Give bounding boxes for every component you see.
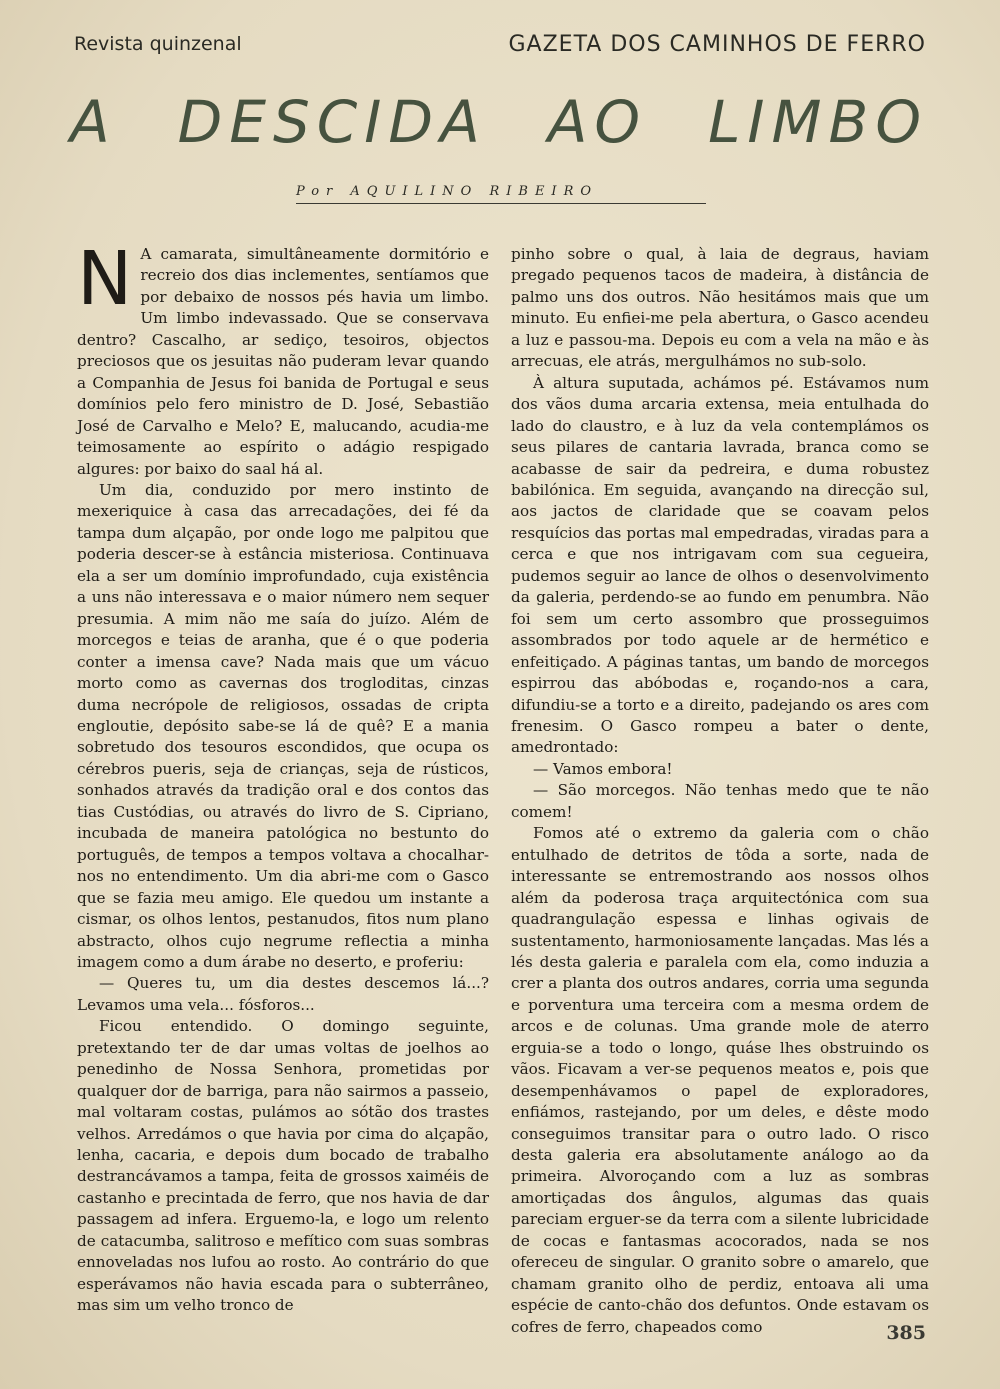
paragraph: Fomos até o extremo da galeria com o chão entulhado de detritos de tôda a sorte, nada de interessante se entremostrando aos nossos olhos além da poderosa traça arquitectónica com sua quadrangulação espessa e linhas ogivais de sustentamento, harmoniosamente lançadas. Mas lés a lés desta galeria e paralela com ela, como induzia a crer a planta dos outros andares, corria uma segunda e porventura uma terceira com a mesma ordem de arcos e de colunas. Uma grande mole de aterro erguia-se a todo o longo, quáse lhes obstruindo os vãos. Ficavam a ver-se pequenos meatos e, pois que desempenhávamos o papel de exploradores, enfiámos, rastejando, por um deles, e dêste modo conseguimos transitar para o outro lado. O risco desta galeria era absolutamente análogo ao da primeira. Alvoroçando com a luz as sombras amortiçadas dos ângulos, algumas das quais pareciam erguer-se da terra com a silente lubricidade de cocas e fantasmas acocorados, nada se nos ofereceu de singular. O granito sobre o amarelo, que chamam granito olho de perdiz, entoava ali uma espécie de canto-chão dos defuntos. Onde estavam os cofres de ferro, chapeados como <box>511 824 929 1336</box>
article-title: A DESCIDA AO LIMBO <box>70 88 928 156</box>
paragraph: — Vamos embora! <box>533 759 673 778</box>
article-byline: Por AQUILINO RIBEIRO <box>296 184 706 204</box>
paragraph: Ficou entendido. O domingo seguinte, pretextando ter de dar umas voltas de joelhos ao penedinho de Nossa Senhora, prometidas por qualquer dor de barriga, para não sairmos a passeio, mal voltaram costas, pulámos ao sótão dos trastes velhos. Arredámos o que havia por cima do alçapão, lenha, cacaria, e depois dum bocado de trabalho destrancávamos a tampa, feita de grossos xaiméis de castanho e precintada de ferro, que nos havia de dar passagem ad infera. Erguemo-la, e logo um relento de catacumba, salitroso e mefítico com suas sombras ennoveladas nos lufou ao rosto. Ao contrário do que esperávamos não havia escada para o subterrâneo, mas sim um velho tronco de <box>77 1017 489 1315</box>
paragraph: Um dia, conduzido por mero instinto de mexeriquice à casa das arrecadações, dei fé da tampa dum alçapão, por onde logo me palpitou que poderia descer-se à estância misteriosa. Continuava ela a ser um domínio improfundado, cuja existência a uns não interessava e o maior número nem sequer presumia. A mim não me saía do juízo. Além de morcegos e teias de aranha, que é o que poderia conter a imensa cave? Nada mais que um vácuo morto como as cavernas dos trogloditas, cinzas duma necrópole de religiosos, ossadas de cripta engloutie, depósito sabe-se lá de quê? E a mania sobretudo dos tesouros escondidos, que ocupa os cérebros pueris, seja de crianças, seja de rústicos, sonhados através da tradição oral e dos contos das tias Custódias, ou através do livro de S. Cipriano, incubada de maneira patológica no bestunto do português, de tempos a tempos voltava a chocalhar-nos no entendimento. Um dia abri-me com o Gasco que se fazia meu amigo. Ele quedou um instante a cismar, os olhos lentos, pestanudos, fitos num plano abstracto, olhos cujo negrume reflectia a minha imagem como a dum árabe no deserto, e proferiu: <box>77 480 489 971</box>
paragraph: A camarata, simultâneamente dormitório e recreio dos dias inclementes, sentíamos que por debaixo de nossos pés havia um limbo. Um limbo indevassado. Que se conservava dentro? Cascalho, ar sediço, tesoiros, objectos preciosos que os jesuitas não puderam levar quando a Companhia de Jesus foi banida de Portugal e seus domínios pelo fero ministro de D. José, Sebastião José de Carvalho e Melo? E, malucando, acudia-me teimosamente ao espírito o adágio respigado algures: por baixo do saal há al. <box>77 245 489 478</box>
text-column-left <box>77 236 489 1317</box>
running-head-publication: GAZETA DOS CAMINHOS DE FERRO <box>508 32 926 57</box>
page-number: 385 <box>886 1322 926 1344</box>
paragraph: — Queres tu, um dia destes descemos lá...? Levamos uma vela... fósforos... <box>77 974 489 1014</box>
paragraph: À altura suputada, achámos pé. Estávamos num dos vãos duma arcaria extensa, meia entulhada do lado do claustro, e à luz da vela contemplámos os seus pilares de cantaria lavrada, branca como se acabasse de sair da pedreira, e duma robustez babilónica. Em seguida, avançando na direcção sul, aos jactos de claridade que se coavam pelos resquícios das portas mal empedradas, viradas para a cerca e que nos intrigavam com sua cegueira, pudemos seguir ao lance de olhos o desenvolvimento da galeria, perdendo-se ao fundo em penumbra. Não foi sem um certo assombro que prosseguimos assombrados por todo aquele ar de hermético e enfeitiçado. A páginas tantas, um bando de morcegos espirrou das abóbodas e, roçando-nos a cara, difundiu-se a torto e a direito, padejando os ares com frenesim. O Gasco rompeu a bater o dente, amedrontado: <box>511 373 929 757</box>
text-column-right <box>511 244 929 1338</box>
running-head-periodicity: Revista quinzenal <box>74 33 242 55</box>
paragraph: — São morcegos. Não tenhas medo que te não comem! <box>511 781 929 821</box>
paragraph: pinho sobre o qual, à laia de degraus, haviam pregado pequenos tacos de madeira, à distância de palmo uns dos outros. Não hesitámos mais que um minuto. Eu enfiei-me pela abertura, o Gasco acendeu a luz e passou-ma. Depois eu com a vela na mão e às arrecuas, ele atrás, mergulhámos no sub-solo. <box>511 245 929 371</box>
drop-cap: N <box>77 236 133 322</box>
